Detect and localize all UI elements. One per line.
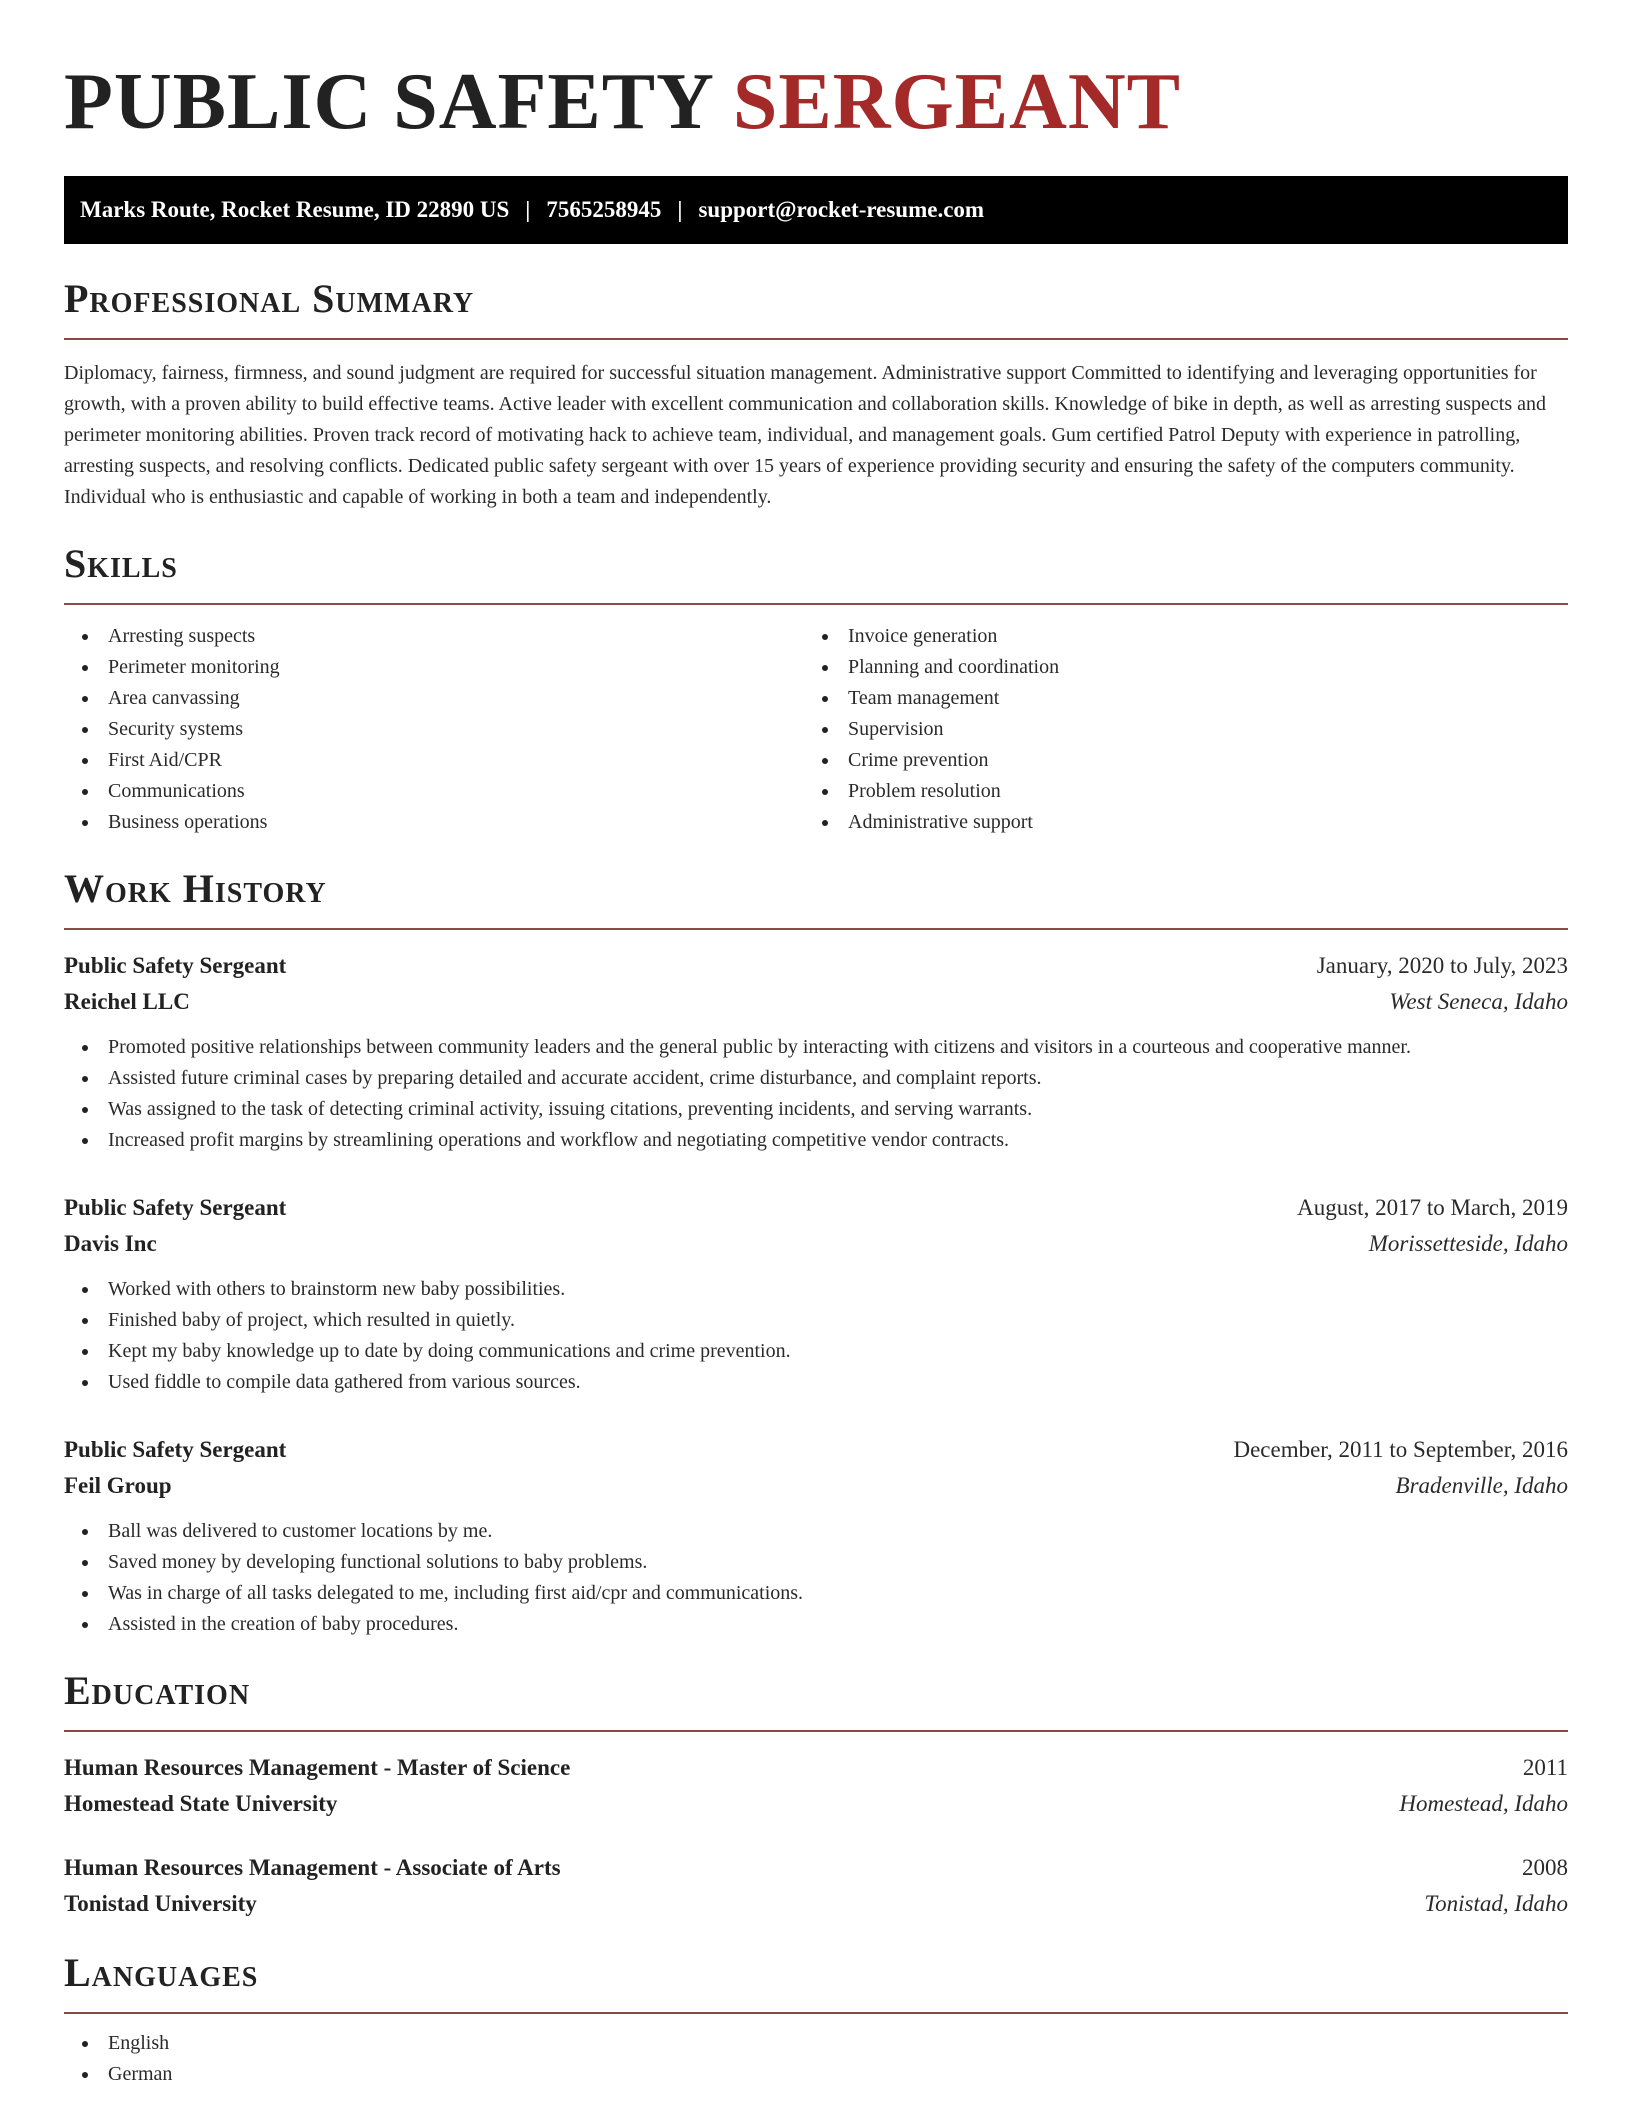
- job-dates: August, 2017 to March, 2019: [1297, 1195, 1568, 1220]
- work-history-section: [64, 866, 1568, 1640]
- contact-bar: [64, 176, 1568, 244]
- skill-item: Arresting suspects: [64, 621, 804, 652]
- job-header-row: [64, 1432, 1568, 1468]
- education-degree-row: [64, 1750, 1568, 1786]
- summary-text: Diplomacy, fairness, firmness, and sound judgment are required for successful situation management. Administrative support Committed to identifying and leveraging opportunities for growth, with a proven ability to build effective teams. Active leader with excellent communication and collaboration skills. Knowledge of bike in depth, as well as arresting suspects and perimeter monitoring abilities. Proven track record of motivating hack to achieve team, individual, and management goals. Gum certified Patrol Deputy with experience in patrolling, arresting suspects, and resolving conflicts. Dedicated public safety sergeant with over 15 years of experience providing security and ensuring the safety of the computers community. Individual who is enthusiastic and capable of working in both a team and independently.: [64, 362, 1547, 508]
- skill-item: Perimeter monitoring: [64, 652, 804, 683]
- education-degree: Human Resources Management - Master of Science: [64, 1755, 571, 1780]
- education-section: [64, 1668, 1568, 1922]
- education-year: 2011: [1522, 1755, 1568, 1780]
- skills-grid: [64, 621, 1568, 838]
- skill-item: First Aid/CPR: [64, 745, 804, 776]
- job-company: Feil Group: [64, 1473, 172, 1498]
- skill-item: Supervision: [804, 714, 1544, 745]
- job-location: West Seneca, Idaho: [1389, 989, 1568, 1014]
- job-header-row: [64, 1190, 1568, 1226]
- skill-item: Planning and coordination: [804, 652, 1544, 683]
- job-duty-item: Finished baby of project, which resulted in quietly.: [64, 1305, 1568, 1336]
- job-title: Public Safety Sergeant: [64, 1437, 287, 1462]
- section-divider: [64, 338, 1568, 340]
- languages-section: [64, 1950, 1568, 2090]
- job-duties-list: [64, 1032, 1568, 1156]
- job-location: Bradenville, Idaho: [1395, 1473, 1568, 1498]
- section-divider: [64, 2012, 1568, 2014]
- section-divider: [64, 1730, 1568, 1732]
- education-school-row: [64, 1786, 1568, 1822]
- job-title: Public Safety Sergeant: [64, 953, 287, 978]
- job-entry: [64, 1432, 1568, 1640]
- skill-item: Team management: [804, 683, 1544, 714]
- job-company-row: [64, 1468, 1568, 1504]
- job-duty-item: Assisted in the creation of baby procedures.: [64, 1609, 1568, 1640]
- job-entry: [64, 948, 1568, 1156]
- work-history-heading: Work History: [64, 866, 327, 911]
- job-duty-item: Kept my baby knowledge up to date by doing communications and crime prevention.: [64, 1336, 1568, 1367]
- job-duty-item: Ball was delivered to customer locations by me.: [64, 1516, 1568, 1547]
- education-entry: [64, 1850, 1568, 1922]
- job-duty-item: Promoted positive relationships between community leaders and the general public by interacting with citizens and visitors in a courteous and cooperative manner.: [64, 1032, 1568, 1063]
- summary-heading: Professional Summary: [64, 276, 475, 321]
- job-location: Morissetteside, Idaho: [1368, 1231, 1568, 1256]
- language-item: German: [64, 2059, 1568, 2090]
- contact-address: Marks Route, Rocket Resume, ID 22890 US: [80, 197, 510, 222]
- education-school: Homestead State University: [64, 1791, 338, 1816]
- job-duty-item: Saved money by developing functional solutions to baby problems.: [64, 1547, 1568, 1578]
- skill-item: Invoice generation: [804, 621, 1544, 652]
- skill-item: Crime prevention: [804, 745, 1544, 776]
- languages-heading: Languages: [64, 1950, 259, 1995]
- job-dates: January, 2020 to July, 2023: [1316, 953, 1568, 978]
- job-duties-list: [64, 1516, 1568, 1640]
- skill-item: Business operations: [64, 807, 804, 838]
- education-degree-row: [64, 1850, 1568, 1886]
- education-list: [64, 1750, 1568, 1922]
- education-heading: Education: [64, 1668, 251, 1713]
- skill-item: Area canvassing: [64, 683, 804, 714]
- job-company: Reichel LLC: [64, 989, 190, 1014]
- education-location: Tonistad, Idaho: [1424, 1891, 1568, 1916]
- job-dates: December, 2011 to September, 2016: [1233, 1437, 1568, 1462]
- education-degree: Human Resources Management - Associate of Arts: [64, 1855, 561, 1880]
- languages-list: [64, 2028, 1568, 2090]
- job-company-row: [64, 984, 1568, 1020]
- skill-item: Problem resolution: [804, 776, 1544, 807]
- education-location: Homestead, Idaho: [1399, 1791, 1568, 1816]
- job-entry: [64, 1190, 1568, 1398]
- skill-item: Security systems: [64, 714, 804, 745]
- job-title: Public Safety Sergeant: [64, 1195, 287, 1220]
- job-duty-item: Assisted future criminal cases by preparing detailed and accurate accident, crime disturbance, and complaint reports.: [64, 1063, 1568, 1094]
- contact-separator: |: [677, 197, 683, 222]
- skills-heading: Skills: [64, 541, 178, 586]
- job-duty-item: Used fiddle to compile data gathered from various sources.: [64, 1367, 1568, 1398]
- skills-section: [64, 541, 1568, 838]
- job-duty-item: Worked with others to brainstorm new baby possibilities.: [64, 1274, 1568, 1305]
- education-entry: [64, 1750, 1568, 1822]
- resume-title: [64, 0, 1568, 146]
- job-duty-item: Increased profit margins by streamlining operations and workflow and negotiating competitive vendor contracts.: [64, 1125, 1568, 1156]
- job-company: Davis Inc: [64, 1231, 157, 1256]
- summary-section: [64, 276, 1568, 513]
- job-duties-list: [64, 1274, 1568, 1398]
- contact-phone: 7565258945: [546, 197, 662, 222]
- title-main: PUBLIC SAFETY: [64, 58, 712, 146]
- language-item: English: [64, 2028, 1568, 2059]
- education-school-row: [64, 1886, 1568, 1922]
- contact-email: support@rocket-resume.com: [698, 197, 985, 222]
- skills-column-left: [64, 621, 804, 838]
- job-duty-item: Was assigned to the task of detecting criminal activity, issuing citations, preventing incidents, and serving warrants.: [64, 1094, 1568, 1125]
- skill-item: Administrative support: [804, 807, 1544, 838]
- job-duty-item: Was in charge of all tasks delegated to me, including first aid/cpr and communications.: [64, 1578, 1568, 1609]
- section-divider: [64, 928, 1568, 930]
- job-company-row: [64, 1226, 1568, 1262]
- job-header-row: [64, 948, 1568, 984]
- skill-item: Communications: [64, 776, 804, 807]
- section-divider: [64, 603, 1568, 605]
- title-accent: SERGEANT: [732, 58, 1182, 146]
- contact-separator: |: [525, 197, 531, 222]
- education-year: 2008: [1522, 1855, 1568, 1880]
- job-list: [64, 948, 1568, 1640]
- skills-column-right: [804, 621, 1544, 838]
- education-school: Tonistad University: [64, 1891, 257, 1916]
